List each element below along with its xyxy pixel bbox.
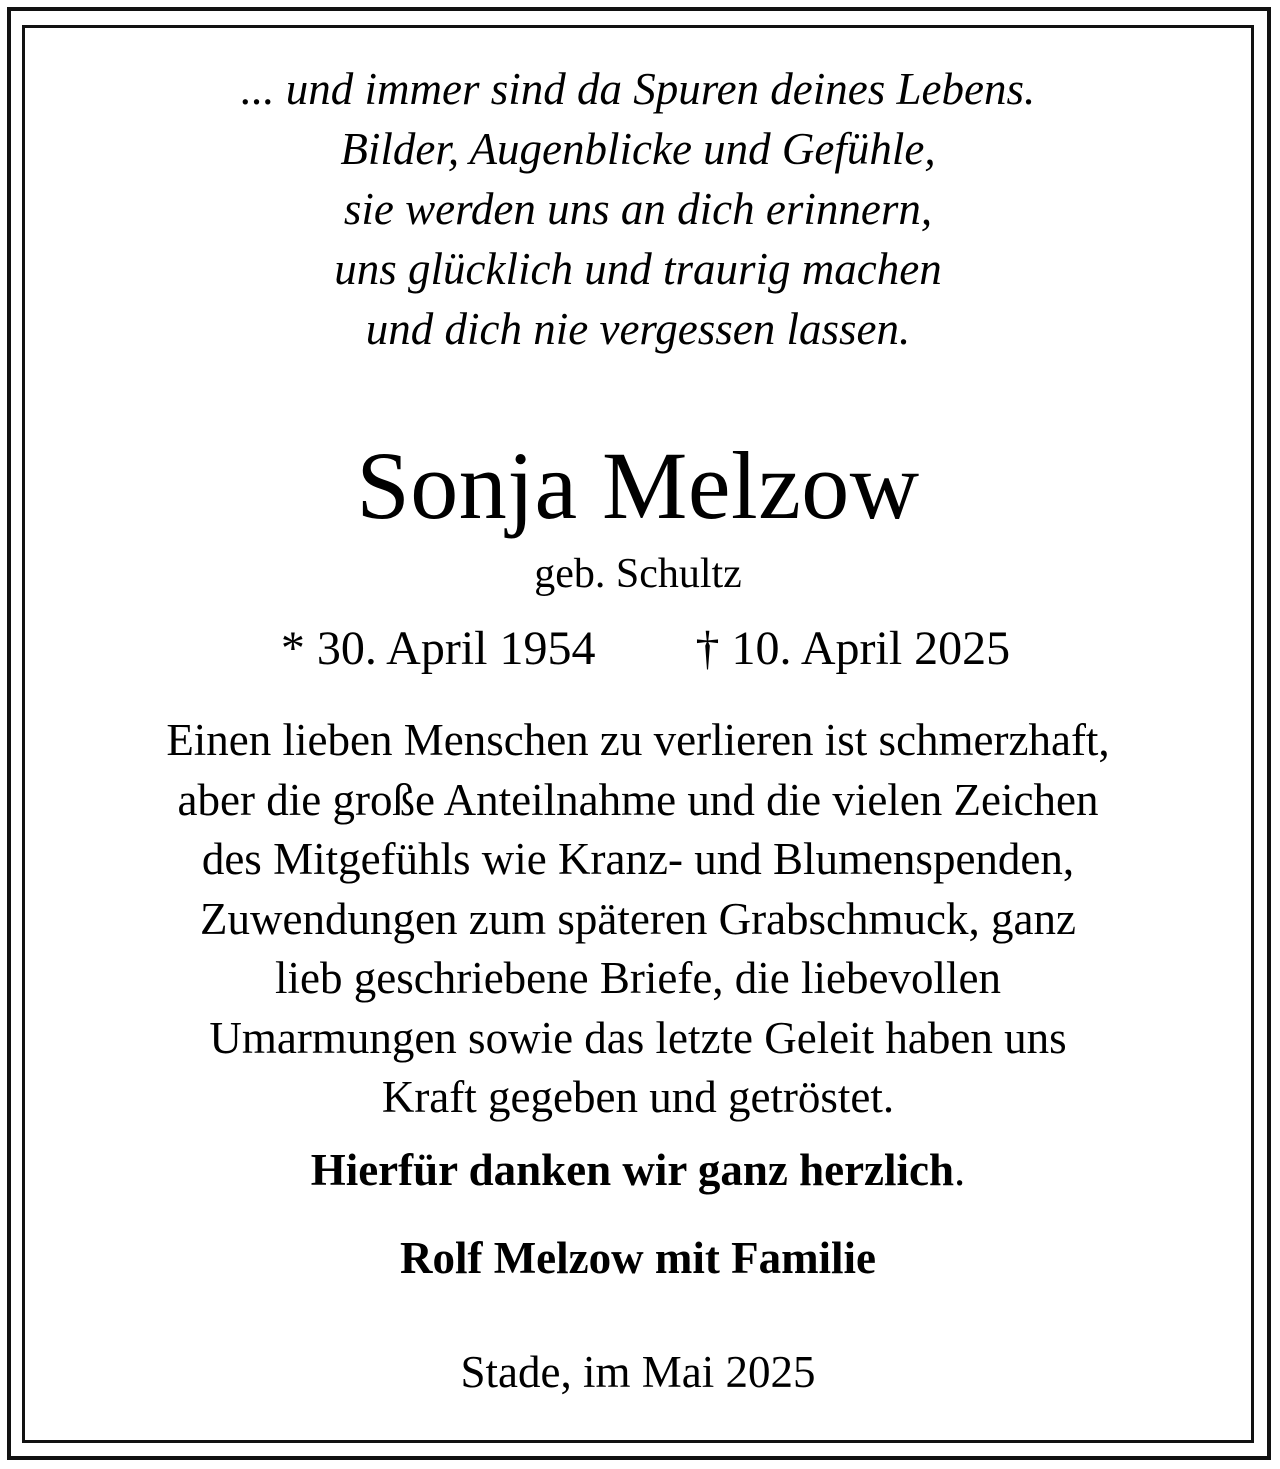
thanks-line: Umarmungen sowie das letzte Geleit haben uns [209,1012,1067,1063]
poem-line: uns glücklich und traurig machen [334,244,942,294]
memorial-poem [22,59,1254,359]
deceased-name: Sonja Melzow [356,432,920,539]
thanks-line: Zuwendungen zum späteren Grabschmuck, ganz [200,893,1076,944]
family-signature: Rolf Melzow mit Familie [399,1232,877,1283]
poem-line: Bilder, Augenblicke und Gefühle, [340,124,936,174]
life-dates [22,619,1254,679]
closing-thanks-text: Hierfür danken wir ganz herzlich [310,1144,955,1195]
thanks-line: Kraft gegeben und getröstet. [381,1072,895,1122]
closing-thanks-punct: . [954,1144,966,1195]
thanks-line: Einen lieben Menschen zu verlieren ist schmerzhaft, [166,715,1110,765]
maiden-name: geb. Schultz [534,551,742,597]
poem-line: und dich nie vergessen lassen. [365,304,911,354]
death-date: † 10. April 2025 [695,622,1011,675]
thanks-line: aber die große Anteilnahme und die vielen Zeichen [177,774,1099,825]
thanks-line: lieb geschriebene Briefe, die liebevollen [275,953,1001,1003]
closing-thanks [22,1140,1254,1200]
thanks-line: des Mitgefühls wie Kranz- und Blumenspenden, [201,834,1075,884]
birth-date: * 30. April 1954 [280,622,596,675]
place-and-date: Stade, im Mai 2025 [460,1346,816,1397]
thank-you-text [22,711,1254,1128]
poem-line: sie werden uns an dich erinnern, [343,184,933,234]
obituary-content [22,25,1254,1402]
poem-line: ... und immer sind da Spuren deines Lebens. [240,64,1036,114]
